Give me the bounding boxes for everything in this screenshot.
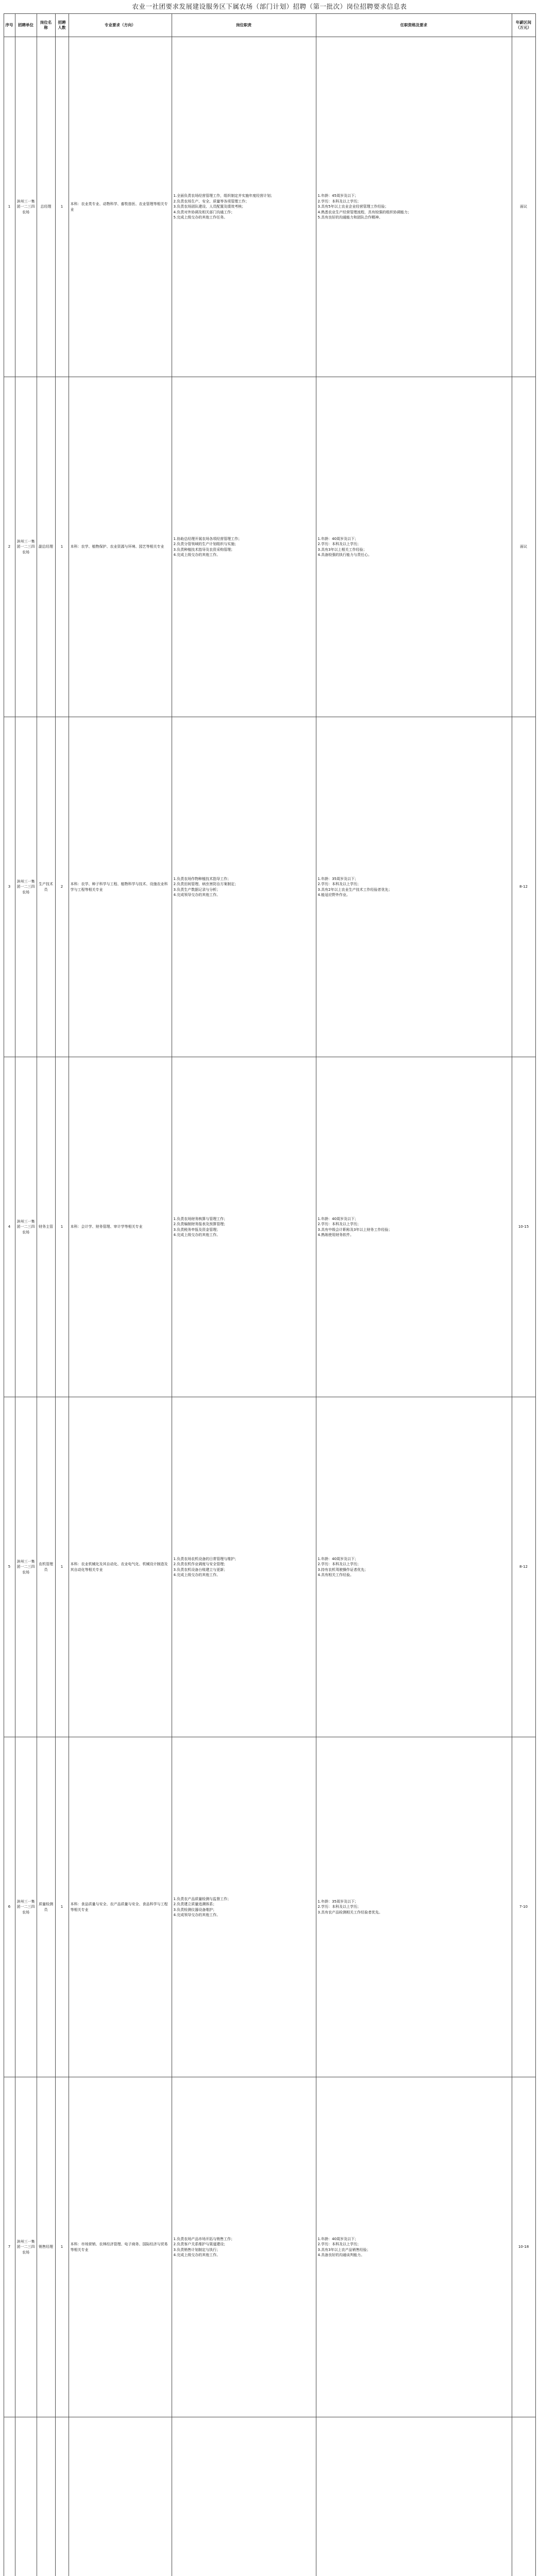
- row-req: 1.年龄：40周岁及以下； 2.学历：本科及以上学历； 3.具有3年以上相关工作经验； 4.具备较强的执行能力与责任心。: [316, 377, 512, 717]
- row-req: [316, 2417, 512, 2576]
- row-edu: 本科：市场营销、农林经济管理、电子商务、国际经济与贸易等相关专业: [69, 2077, 172, 2417]
- row-salary: 8-12: [512, 717, 535, 1057]
- table-header-row: [4, 14, 535, 37]
- table-row: [4, 1737, 535, 2077]
- row-req: 1.年龄：35周岁及以下； 2.学历：本科及以上学历； 3.具有农产品检测相关工作经验者优先。: [316, 1737, 512, 2077]
- table-row: [4, 377, 535, 717]
- row-req: 1.年龄：35周岁及以下； 2.学历：本科及以上学历； 3.具有2年以上农业生产技术工作经验者优先； 4.能适应野外作业。: [316, 717, 512, 1057]
- row-unit: 滨州三一集团一二三四农场: [15, 377, 37, 717]
- row-salary: 10-15: [512, 1057, 535, 1397]
- row-salary: 8-12: [512, 1397, 535, 1737]
- row-no: [4, 2417, 15, 2576]
- header-req: 任职资格及要求: [316, 14, 512, 37]
- page-title: 农业一社团要求发展建设服务区下属农场（部门计划）招聘（第一批次）岗位招聘要求信息表: [132, 3, 407, 10]
- row-edu: 本科：农业机械化及其自动化、农业电气化、机械设计制造及其自动化等相关专业: [69, 1397, 172, 1737]
- header-edu: 专业要求（方向）: [69, 14, 172, 37]
- row-edu: [69, 2417, 172, 2576]
- row-unit: 滨州三一集团一二三四农场: [15, 717, 37, 1057]
- row-edu: 本科：农学、种子科学与工程、植物科学与技术、设施农业科学与工程等相关专业: [69, 717, 172, 1057]
- row-edu: 本科：农学、植物保护、农业资源与环境、园艺等相关专业: [69, 377, 172, 717]
- header-post: 岗位名称: [37, 14, 55, 37]
- row-unit: [15, 2417, 37, 2576]
- row-no: 7: [4, 2077, 15, 2417]
- table-row: [4, 1397, 535, 1737]
- row-count: 2: [55, 717, 69, 1057]
- header-duty: 岗位职责: [172, 14, 316, 37]
- row-post: 质量检测员: [37, 1737, 55, 2077]
- row-post: 生产技术员: [37, 717, 55, 1057]
- row-post: 财务主管: [37, 1057, 55, 1397]
- row-req: 1.年龄：45周岁及以下； 2.学历：本科及以上学历； 3.具有5年以上农业企业经营管理工作经验； 4.熟悉农业生产经营管理流程，具有较强的组织协调能力； 5.具有良好的沟通能力和团队合作精神。: [316, 37, 512, 377]
- row-no: 3: [4, 717, 15, 1057]
- row-no: 1: [4, 37, 15, 377]
- row-req: 1.年龄：40周岁及以下； 2.学历：本科及以上学历； 3.具有中级会计职称及3年以上财务工作经验； 4.熟练使用财务软件。: [316, 1057, 512, 1397]
- row-salary: [512, 2417, 535, 2576]
- row-unit: 滨州三一集团一二三四农场: [15, 1737, 37, 2077]
- row-req: 1.年龄：40周岁及以下； 2.学历：本科及以上学历； 3.具有3年以上农产品销售经验； 4.具备良好的沟通谈判能力。: [316, 2077, 512, 2417]
- header-count: 招聘人数: [55, 14, 69, 37]
- row-salary: 面议: [512, 377, 535, 717]
- row-count: 1: [55, 1057, 69, 1397]
- row-duty: 1.负责农场作物种植技术指导工作； 2.负责田间管理、病虫害防治方案制定； 3.负责生产数据记录与分析； 4.完成领导交办的其他工作。: [172, 717, 316, 1057]
- row-count: 1: [55, 377, 69, 717]
- row-count: 1: [55, 1397, 69, 1737]
- row-no: 2: [4, 377, 15, 717]
- recruitment-table: [4, 13, 536, 2576]
- row-post: 销售经理: [37, 2077, 55, 2417]
- row-unit: 滨州三一集团一二三四农场: [15, 2077, 37, 2417]
- row-count: [55, 2417, 69, 2576]
- row-edu: 本科：食品质量与安全、农产品质量与安全、食品科学与工程等相关专业: [69, 1737, 172, 2077]
- row-salary: 面议: [512, 37, 535, 377]
- row-count: 1: [55, 2077, 69, 2417]
- row-req: 1.年龄：40周岁及以下； 2.学历：本科及以上学历； 3.持有农机驾驶操作证者优先； 4.具有相关工作经验。: [316, 1397, 512, 1737]
- row-edu: 本科：会计学、财务管理、审计学等相关专业: [69, 1057, 172, 1397]
- row-post: 总经理: [37, 37, 55, 377]
- row-salary: 7-10: [512, 1737, 535, 2077]
- row-duty: 1.协助总经理开展农场各项经营管理工作； 2.负责分管领域的生产计划组织与实施； 3.负责种植技术指导及农资采购管理； 4.完成上级交办的其他工作。: [172, 377, 316, 717]
- row-salary: 10-18: [512, 2077, 535, 2417]
- row-post: 副总经理: [37, 377, 55, 717]
- row-post: [37, 2417, 55, 2576]
- row-duty: 1.负责农场财务核算与管理工作； 2.负责编制财务报表及预算管理； 3.负责税务申报及资金管理； 4.完成上级交办的其他工作。: [172, 1057, 316, 1397]
- row-duty: 1.负责农场产品市场开拓与销售工作； 2.负责客户关系维护与渠道建设； 3.负责销售计划制定与执行； 4.完成上级交办的其他工作。: [172, 2077, 316, 2417]
- table-row: [4, 2077, 535, 2417]
- table-row: [4, 37, 535, 377]
- header-no: 序号: [4, 14, 15, 37]
- table-row: [4, 717, 535, 1057]
- row-duty: 1.全面负责农场经营管理工作，组织制定并实施年度经营计划； 2.负责农场生产、安全、质量等各项管理工作； 3.负责农场团队建设、人员配置及绩效考核； 4.负责对外协调及相关部门沟通工作； 5.完成上级交办的其他工作任务。: [172, 37, 316, 377]
- row-count: 1: [55, 1737, 69, 2077]
- row-edu: 本科：农业类专业、动物科学、畜牧兽医、农业管理等相关专业: [69, 37, 172, 377]
- row-duty: 1.负责农产品质量检测与监督工作； 2.负责建立质量追溯体系； 3.负责检测仪器设备维护； 4.完成领导交办的其他工作。: [172, 1737, 316, 2077]
- row-duty: 1.负责农场农机设备的日常管理与维护； 2.负责农机作业调度与安全管理； 3.负责农机设备台账建立与更新； 4.完成上级交办的其他工作。: [172, 1397, 316, 1737]
- table-row: [4, 2417, 535, 2576]
- row-duty: [172, 2417, 316, 2576]
- row-unit: 滨州三一集团一二三四农场: [15, 1397, 37, 1737]
- row-no: 5: [4, 1397, 15, 1737]
- row-no: 4: [4, 1057, 15, 1397]
- row-unit: 滨州三一集团一二三四农场: [15, 1057, 37, 1397]
- row-unit: 滨州三一集团一二三四农场: [15, 37, 37, 377]
- header-unit: 招聘单位: [15, 14, 37, 37]
- row-post: 农机管理员: [37, 1397, 55, 1737]
- header-salary: 年薪区间（万元）: [512, 14, 535, 37]
- table-row: [4, 1057, 535, 1397]
- row-count: 1: [55, 37, 69, 377]
- row-no: 6: [4, 1737, 15, 2077]
